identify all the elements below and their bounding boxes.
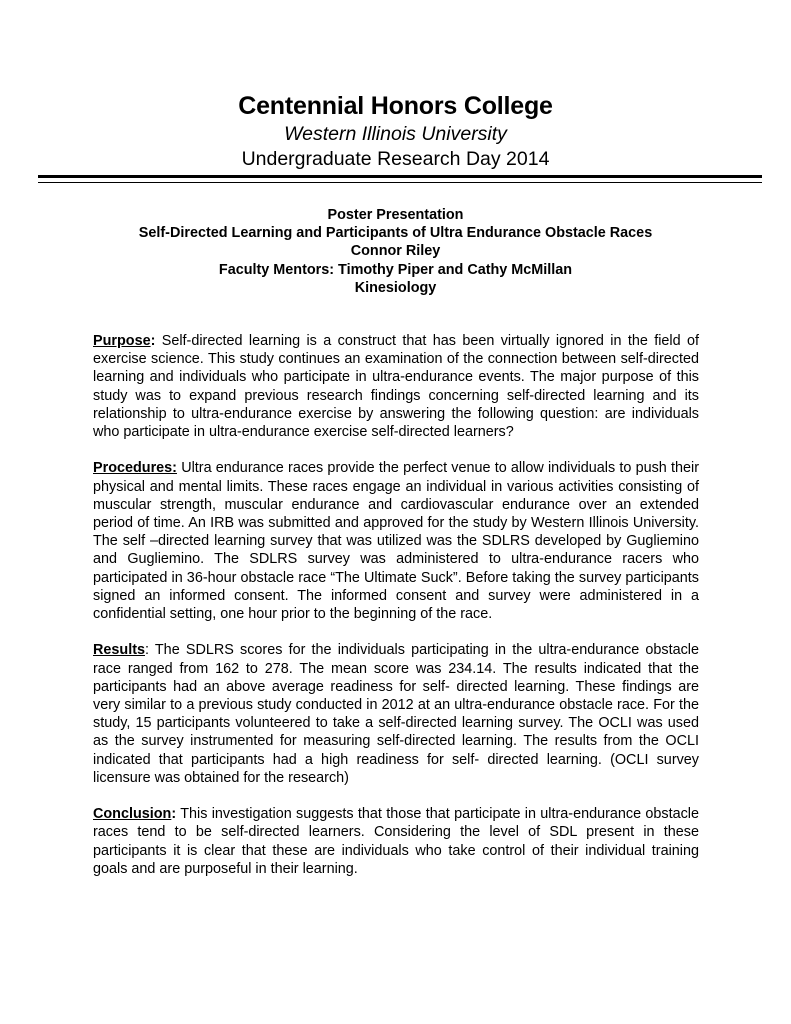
poster-title: Self-Directed Learning and Participants of Ultra Endurance Obstacle Races	[138, 225, 653, 242]
author-name: Connor Riley	[350, 243, 441, 260]
header-rule-thick	[38, 175, 762, 178]
faculty-mentors: Faculty Mentors: Timothy Piper and Cathy McMillan	[218, 261, 573, 278]
poster-info	[60, 206, 731, 297]
conclusion-paragraph	[93, 805, 699, 878]
presentation-type: Poster Presentation	[327, 207, 464, 223]
conclusion-text: This investigation suggests that those that participate in ultra-endurance obstacle races tend to be self-directed learners. Considering the level of SDL present in these participants it is clear that these are individuals who take control of their individual training goals and are purposeful in their learning.	[93, 806, 699, 877]
results-colon: :	[144, 642, 149, 659]
university-name: Western Illinois University	[284, 123, 507, 145]
conclusion-label: Conclusion	[93, 806, 172, 823]
document-header	[0, 90, 791, 172]
purpose-paragraph	[93, 332, 699, 441]
event-name: Undergraduate Research Day 2014	[241, 148, 550, 170]
results-label: Results	[93, 642, 145, 659]
college-title: Centennial Honors College	[238, 92, 553, 120]
results-text: The SDLRS scores for the individuals participating in the ultra-endurance obstacle race ranged from 162 to 278. The mean score was 234.14. The results indicated that the participants had an above average readiness for self- directed learning. These findings are very similar to a previous study conducted in 2012 at an ultra-endurance obstacle race. For the study, 15 participants volunteered to take a self-directed learning survey. The OCLI was used as the survey instrumented for measuring self-directed learning. The results from the OCLI indicated that participants had a high readiness for self- directed learning. (OCLI survey licensure was obtained for the research)	[93, 642, 699, 786]
purpose-colon: :	[150, 333, 156, 349]
results-paragraph	[93, 641, 699, 787]
department: Kinesiology	[354, 279, 437, 296]
procedures-paragraph	[93, 459, 699, 623]
conclusion-colon: :	[171, 806, 177, 823]
abstract-body	[93, 332, 699, 896]
purpose-label: Purpose	[93, 333, 151, 349]
header-rule-thin	[38, 182, 762, 183]
procedures-text: Ultra endurance races provide the perfect venue to allow individuals to push their physical and mental limits. These races engage an individual in various activities consisting of muscular strength, muscular endurance and cardiovascular endurance over an extended period of time. An IRB was submitted and approved for the study by Western Illinois University. The self –directed learning survey that was utilized was the SDLRS developed by Gugliemino and Gugliemino. The SDLRS survey was administered to ultra-endurance racers who participated in 36-hour obstacle race “The Ultimate Suck”. Before taking the survey participants signed an informed consent. The informed consent and survey were administered in a confidential setting, one hour prior to the beginning of the race.	[93, 460, 699, 623]
purpose-text: Self-directed learning is a construct that has been virtually ignored in the field of exercise science. This study continues an examination of the connection between self-directed learning and individuals who participate in ultra-endurance events. The major purpose of this study was to expand previous research findings concerning self-directed learning and its relationship to ultra-endurance exercise by answering the following question: are individuals who participate in ultra-endurance exercise self-directed learners?	[93, 333, 699, 441]
procedures-label: Procedures:	[93, 460, 177, 477]
